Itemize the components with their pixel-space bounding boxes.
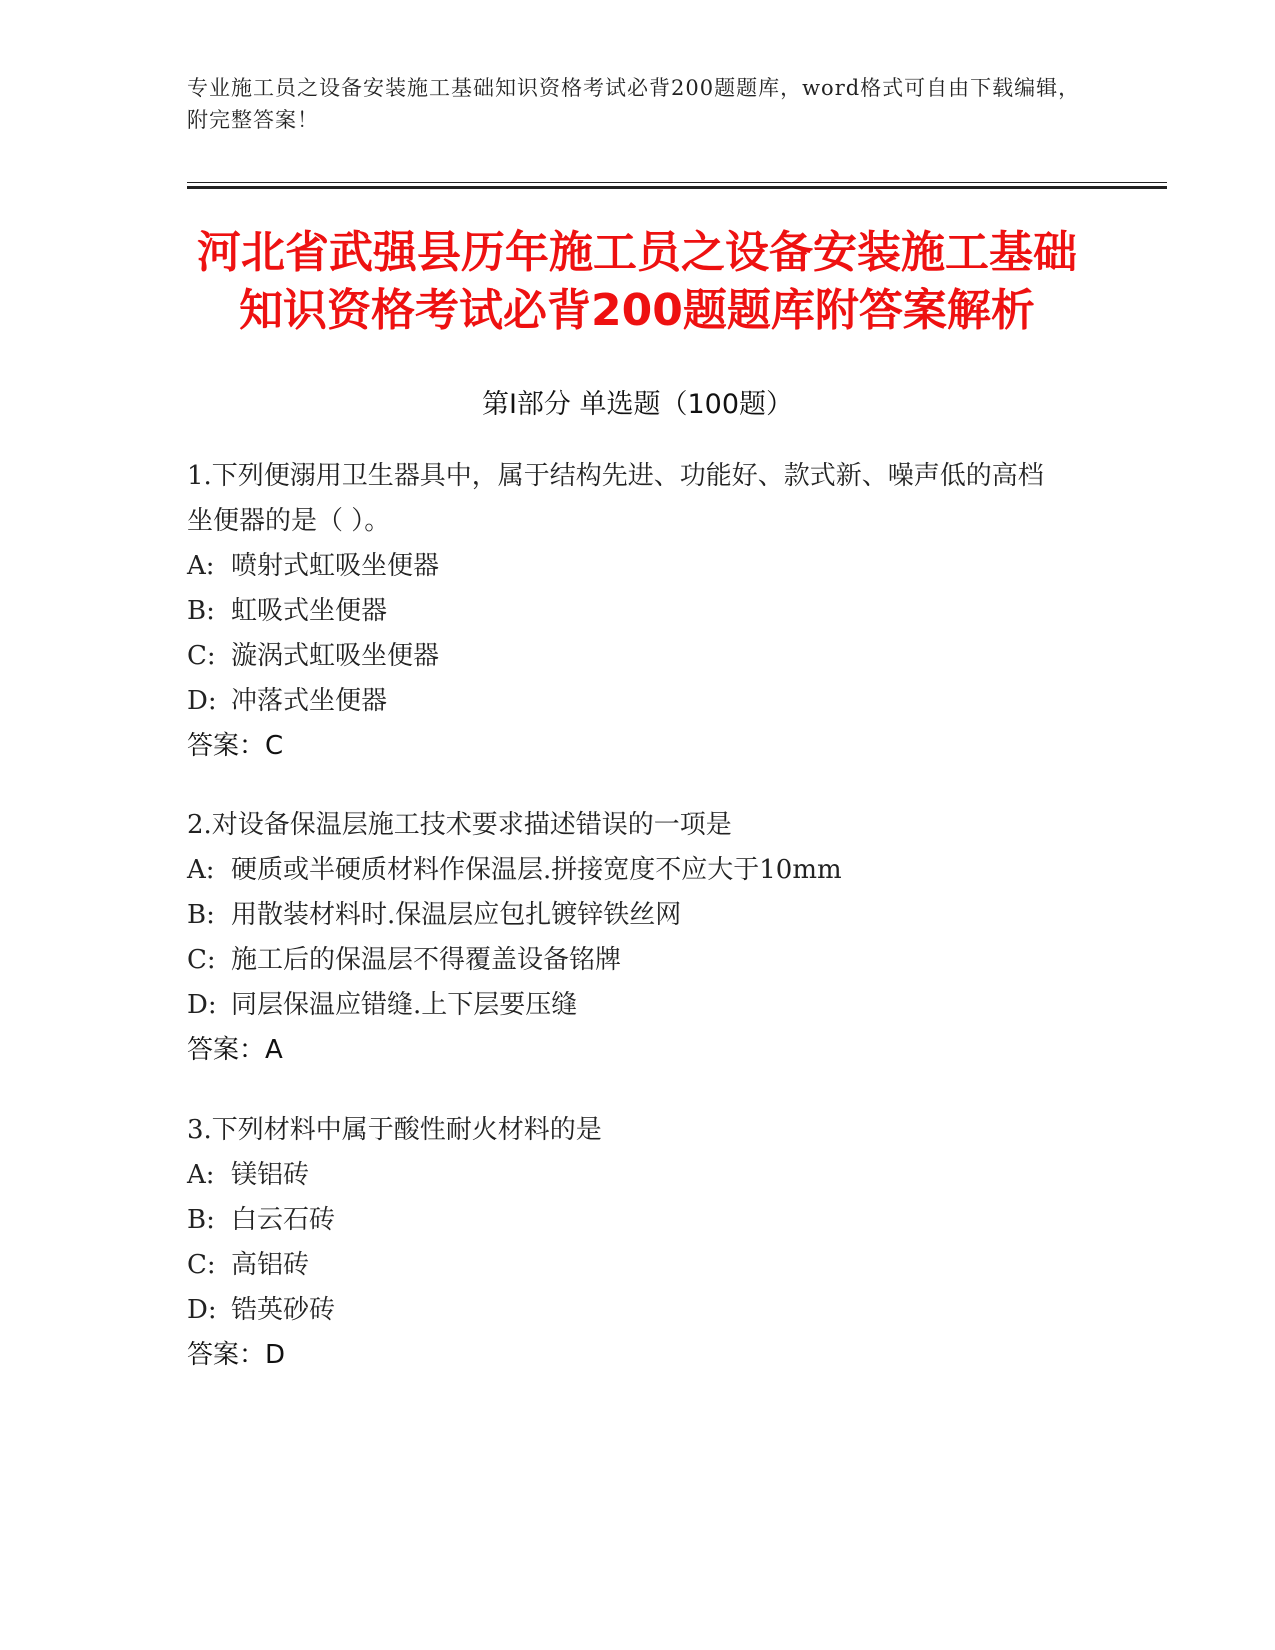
option-text: 白云石砖 <box>231 1205 336 1235</box>
option-a <box>187 848 1067 893</box>
question-1 <box>187 454 1067 769</box>
question-stem: 2.对设备保温层施工技术要求描述错误的一项是 <box>187 810 732 840</box>
option-letter: D: <box>187 990 217 1020</box>
option-text: 同层保温应错缝.上下层要压缝 <box>231 990 578 1020</box>
option-letter: D: <box>187 1295 217 1325</box>
header-divider-thin <box>187 182 1167 183</box>
option-letter: A: <box>187 855 215 885</box>
option-a <box>187 544 1067 589</box>
answer-line <box>187 1028 1067 1073</box>
header-divider-thick <box>187 186 1167 189</box>
answer-label: 答案： <box>187 1035 266 1065</box>
option-text: 用散装材料时.保温层应包扎镀锌铁丝网 <box>231 900 682 930</box>
question-3 <box>187 1108 1067 1378</box>
option-b <box>187 589 1067 634</box>
section-heading: 第Ⅰ部分 单选题（100题） <box>481 389 794 420</box>
option-text: 施工后的保温层不得覆盖设备铭牌 <box>231 945 622 975</box>
answer-line <box>187 724 1067 769</box>
option-c <box>187 634 1067 679</box>
option-d <box>187 1288 1067 1333</box>
header-note: 专业施工员之设备安装施工基础知识资格考试必背200题题库，word格式可自由下载编辑，附完整答案！ <box>187 76 1081 132</box>
option-text: 冲落式坐便器 <box>231 686 388 716</box>
option-letter: D: <box>187 686 217 716</box>
option-text: 镁铝砖 <box>231 1160 310 1190</box>
question-stem: 3.下列材料中属于酸性耐火材料的是 <box>187 1115 602 1145</box>
answer-value: C <box>265 731 284 761</box>
answer-label: 答案： <box>187 1340 266 1370</box>
option-b <box>187 893 1067 938</box>
option-text: 硬质或半硬质材料作保温层.拼接宽度不应大于10mm <box>231 855 842 885</box>
answer-value: D <box>265 1340 286 1370</box>
option-text: 锆英砂砖 <box>231 1295 336 1325</box>
option-letter: C: <box>187 1250 216 1280</box>
answer-line <box>187 1333 1067 1378</box>
option-text: 漩涡式虹吸坐便器 <box>231 641 440 671</box>
document-title: 河北省武强县历年施工员之设备安装施工基础知识资格考试必背200题题库附答案解析 <box>197 227 1077 336</box>
question-stem: 1.下列便溺用卫生器具中，属于结构先进、功能好、款式新、噪声低的高档坐便器的是（ ）。 <box>187 461 1044 536</box>
option-letter: B: <box>187 1205 215 1235</box>
option-letter: A: <box>187 1160 215 1190</box>
option-letter: A: <box>187 551 215 581</box>
option-letter: B: <box>187 596 215 626</box>
question-2 <box>187 803 1067 1073</box>
option-d <box>187 983 1067 1028</box>
option-letter: C: <box>187 641 216 671</box>
option-letter: C: <box>187 945 216 975</box>
option-text: 虹吸式坐便器 <box>231 596 388 626</box>
answer-label: 答案： <box>187 731 266 761</box>
option-c <box>187 1243 1067 1288</box>
answer-value: A <box>265 1035 283 1065</box>
option-d <box>187 679 1067 724</box>
option-b <box>187 1198 1067 1243</box>
option-text: 喷射式虹吸坐便器 <box>231 551 440 581</box>
option-a <box>187 1153 1067 1198</box>
option-c <box>187 938 1067 983</box>
option-text: 高铝砖 <box>231 1250 310 1280</box>
option-letter: B: <box>187 900 215 930</box>
